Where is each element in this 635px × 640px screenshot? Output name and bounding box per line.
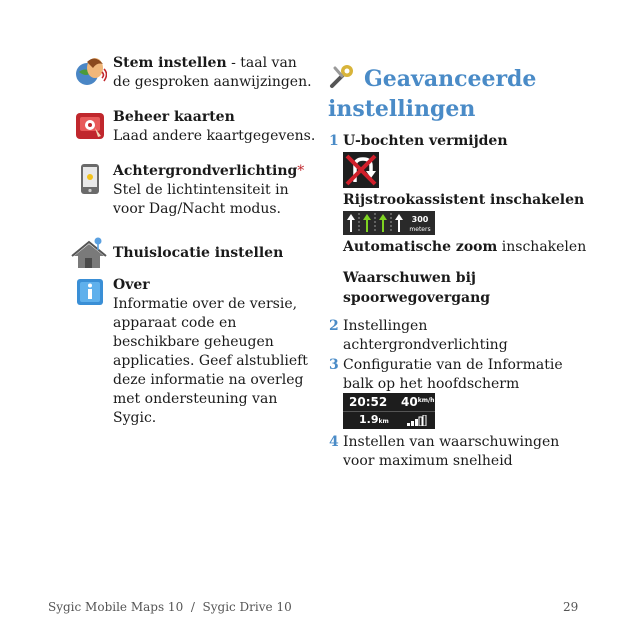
uturn-label: U-bochten vermijden bbox=[343, 133, 508, 149]
item-text: Configuratie van de Informatie balk op het hoofdscherm bbox=[343, 357, 563, 392]
infobar-speed-unit: km/h bbox=[417, 397, 435, 404]
signal-bars-icon bbox=[407, 415, 429, 426]
no-uturn-icon bbox=[343, 152, 379, 188]
railway-warning-label: Waarschuwen bij spoorwegovergang bbox=[343, 270, 491, 306]
infobar-speed: 40 bbox=[401, 395, 418, 409]
entry-desc: - taal van de gesproken aanwijzingen. bbox=[113, 55, 312, 90]
entry-title: Stem instellen bbox=[113, 55, 227, 71]
backlight-icon bbox=[73, 162, 107, 196]
section-heading bbox=[328, 62, 608, 124]
infobar-time: 20:52 bbox=[349, 395, 388, 409]
item-number: 1 bbox=[329, 133, 339, 149]
auto-zoom-rest: inschakelen bbox=[497, 239, 587, 255]
item-number: 4 bbox=[329, 434, 339, 450]
item-number: 2 bbox=[329, 318, 339, 334]
entry-desc: Informatie over de versie, apparaat code en beschikbare geheugen applicaties. Geef alstublieft deze informatie na overleg met ondersteuning van Sygic. bbox=[113, 296, 308, 426]
entry-title: Achtergrondverlichting bbox=[113, 163, 298, 179]
lane-assist-label: Rijstrookassistent inschakelen bbox=[343, 192, 585, 208]
manage-maps-icon bbox=[73, 108, 107, 142]
infobar-distance: 1.9 bbox=[359, 413, 379, 426]
entry-title: Beheer kaarten bbox=[113, 109, 235, 125]
info-bar-preview bbox=[343, 393, 435, 429]
asterisk-mark: * bbox=[297, 163, 305, 179]
home-location-icon bbox=[69, 236, 107, 270]
entry-desc: Stel de lichtintensiteit in voor Dag/Nacht modus. bbox=[113, 182, 289, 217]
item-text: Instellingen achtergrondverlichting bbox=[343, 318, 508, 353]
footer-title: Sygic Mobile Maps 10 / Sygic Drive 10 bbox=[48, 600, 292, 614]
auto-zoom-bold: Automatische zoom bbox=[343, 239, 498, 255]
entry-title: Over bbox=[113, 277, 150, 293]
item-number: 3 bbox=[329, 357, 339, 373]
item-text: Instellen van waarschuwingen voor maximum snelheid bbox=[343, 434, 560, 469]
lane-sign-unit: meters bbox=[409, 226, 431, 233]
auto-zoom-label bbox=[343, 238, 593, 257]
heading-text: Geavanceerde instellingen bbox=[328, 66, 537, 122]
page-number: 29 bbox=[563, 600, 579, 614]
voice-settings-icon bbox=[73, 54, 107, 88]
lane-sign-distance: 300 bbox=[411, 215, 429, 224]
entry-title: Thuislocatie instellen bbox=[113, 245, 284, 261]
about-info-icon bbox=[73, 276, 107, 310]
infobar-distance-unit: km bbox=[378, 418, 389, 425]
wrench-gear-icon bbox=[328, 62, 358, 90]
lane-assistant-sign bbox=[343, 211, 435, 235]
entry-desc: Laad andere kaartgegevens. bbox=[113, 128, 316, 144]
